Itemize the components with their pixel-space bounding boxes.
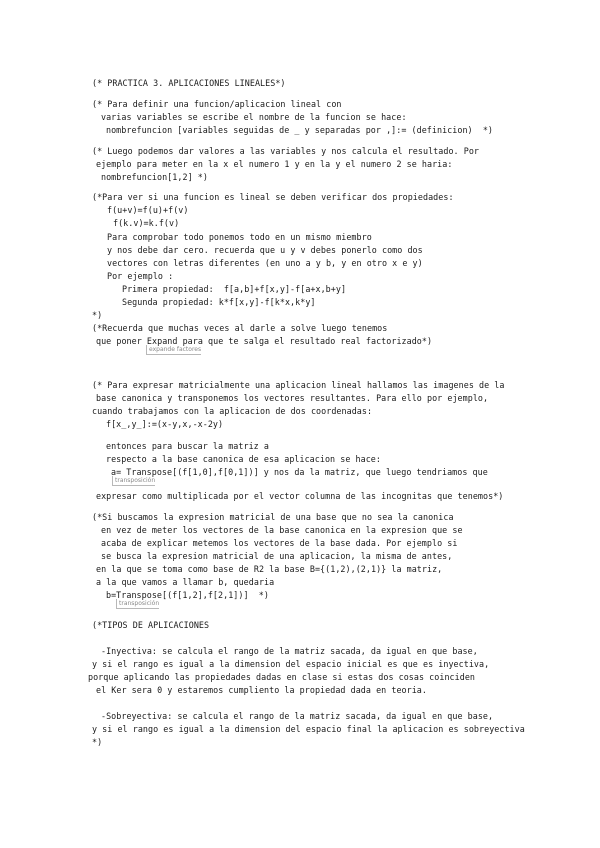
comment-line: (* Para expresar matricialmente una aplicacion lineal hallamos las imagenes de la xyxy=(92,380,505,390)
formula-line: f(u+v)=f(u)+f(v) xyxy=(107,205,189,215)
code-line: a= Transpose[(f[1,0],f[0,1])] y nos da la matriz, que luego tendriamos que xyxy=(111,467,488,477)
code-line: b=Transpose[(f[1,2],f[2,1])] *) xyxy=(106,590,269,600)
comment-line: vectores con letras diferentes (en uno a y b, y en otro x e y) xyxy=(107,258,423,268)
code-line: Segunda propiedad: k*f[x,y]-f[k*x,k*y] xyxy=(122,297,316,307)
code-line: Primera propiedad: f[a,b]+f[x,y]-f[a+x,b+y] xyxy=(122,284,347,294)
code-line: nombrefuncion[1,2] *) xyxy=(101,172,208,182)
comment-line: y si el rango es igual a la dimension del espacio inicial es que es inyectiva, xyxy=(92,659,490,669)
formula-line: f(k.v)=k.f(v) xyxy=(113,218,180,228)
comment-line: varias variables se escribe el nombre de la funcion se hace: xyxy=(101,112,407,122)
comment-line: Por ejemplo : xyxy=(107,271,174,281)
comment-line: a la que vamos a llamar b, quedaria xyxy=(96,577,275,587)
comment-line: (* Luego podemos dar valores a las variables y nos calcula el resultado. Por xyxy=(92,146,480,156)
comment-line: (* Para definir una funcion/aplicacion lineal con xyxy=(92,99,342,109)
comment-line: Para comprobar todo ponemos todo en un mismo miembro xyxy=(107,232,372,242)
comment-line: en vez de meter los vectores de la base canonica en la expresion que se xyxy=(101,525,463,535)
comment-line: cuando trabajamos con la aplicacion de dos coordenadas: xyxy=(92,406,373,416)
comment-line: respecto a la base canonica de esa aplicacion se hace: xyxy=(106,454,381,464)
transpose-annotation: transposición xyxy=(112,476,155,486)
comment-line: *) xyxy=(92,310,103,320)
comment-line: *) xyxy=(92,737,103,747)
comment-line: porque aplicando las propiedades dadas en clase si estas dos cosas coinciden xyxy=(88,672,476,682)
comment-line: que poner Expand para que te salga el resultado real factorizado*) xyxy=(96,336,433,346)
comment-line: (*Para ver si una funcion es lineal se deben verificar dos propiedades: xyxy=(92,192,454,202)
transpose-annotation: transposición xyxy=(116,599,159,609)
section-heading: (*TIPOS DE APLICACIONES xyxy=(92,620,210,630)
comment-line: y si el rango es igual a la dimension del espacio final la aplicacion es sobreyectiva xyxy=(92,724,525,734)
comment-line: acaba de explicar metemos los vectores de la base dada. Por ejemplo si xyxy=(101,538,458,548)
code-line: f[x_,y_]:=(x-y,x,-x-2y) xyxy=(106,419,224,429)
comment-line: en la que se toma como base de R2 la base B={(1,2),(2,1)} la matriz, xyxy=(96,564,443,574)
expand-annotation: expande factores xyxy=(146,345,201,355)
comment-line: (*Si buscamos la expresion matricial de una base que no sea la canonica xyxy=(92,512,454,522)
comment-line: el Ker sera 0 y estaremos cumpliento la propiedad dada en teoria. xyxy=(96,685,427,695)
comment-line: entonces para buscar la matriz a xyxy=(106,441,269,451)
comment-line: expresar como multiplicada por el vector columna de las incognitas que tenemos*) xyxy=(96,491,504,501)
code-line: nombrefuncion [variables seguidas de _ y separadas por ,]:= (definicion) *) xyxy=(106,125,494,135)
comment-line: ejemplo para meter en la x el numero 1 y en la y el numero 2 se haria: xyxy=(96,159,453,169)
comment-line: (*Recuerda que muchas veces al darle a solve luego tenemos xyxy=(92,323,388,333)
comment-line: se busca la expresion matricial de una aplicacion, la misma de antes, xyxy=(101,551,453,561)
page-title: (* PRACTICA 3. APLICACIONES LINEALES*) xyxy=(92,78,286,88)
comment-line: y nos debe dar cero. recuerda que u y v debes ponerlo como dos xyxy=(107,245,423,255)
comment-line: -Inyectiva: se calcula el rango de la matriz sacada, da igual en que base, xyxy=(101,646,478,656)
comment-line: -Sobreyectiva: se calcula el rango de la matriz sacada, da igual en que base, xyxy=(101,711,494,721)
comment-line: base canonica y transponemos los vectores resultantes. Para ello por ejemplo, xyxy=(96,393,489,403)
